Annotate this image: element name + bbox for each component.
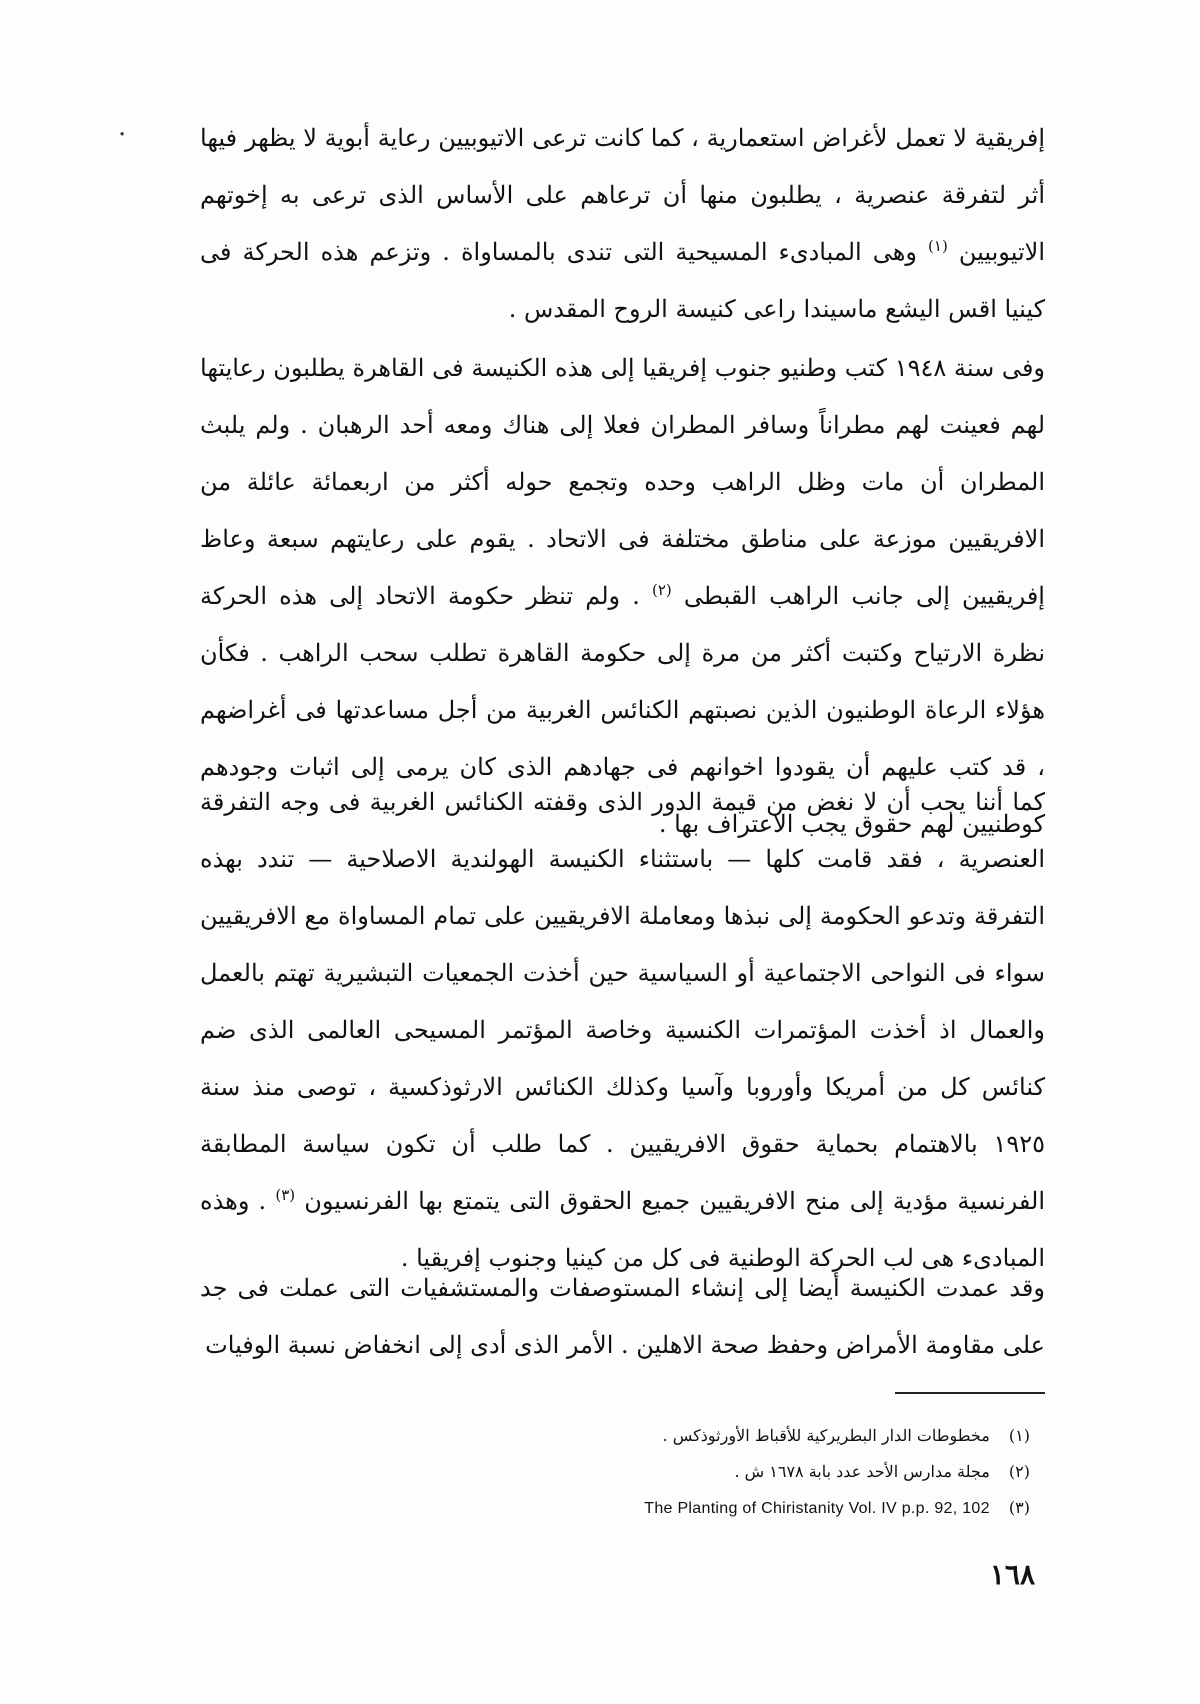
footnote-2 — [450, 1454, 1030, 1490]
paragraph-1 — [200, 110, 1045, 338]
footnote-3-text: The Planting of Chiristanity Vol. IV p.p. 92, 102 — [644, 1500, 990, 1517]
paragraph-2-text-end: . ولم تنظر حكومة الاتحاد إلى هذه الحركة نظرة الارتياح وكتبت أكثر من مرة إلى حكومة القاهرة تطلب سحب الراهب . فكأن هؤلاء الرعاة الوطنيون الذين نصبتهم الكنائس الغربية من أجل مساعدتها فى أغراضهم ، قد كتب عليهم أن يقودوا اخوانهم فى جهادهم الذى كان يرمى إلى اثبات وجودهم كوطنيين لهم حقوق يجب الاعتراف بها . — [200, 582, 1045, 838]
paragraph-3 — [200, 774, 1045, 1287]
footnote-ref-1: (١) — [928, 237, 948, 255]
footnote-ref-2: (٢) — [652, 581, 672, 599]
footnote-ref-3: (٣) — [275, 1186, 296, 1204]
paragraph-4-text: وقد عمدت الكنيسة أيضا إلى إنشاء المستوصفات والمستشفيات التى عملت فى جد على مقاومة الأمراض وحفظ صحة الاهلين . الأمر الذى أدى إلى انخفاض نسبة الوفيات — [200, 1274, 1045, 1359]
page-number: ١٦٨ — [989, 1558, 1035, 1591]
paragraph-1-text-end: وهى المبادىء المسيحية التى تندى بالمساواة . وتزعم هذه الحركة فى كينيا اقس اليشع ماسيندا راعى كنيسة الروح المقدس . — [200, 238, 1045, 323]
footnote-3-number: (٣) — [1008, 1498, 1030, 1517]
paragraph-1-text-start: إفريقية لا تعمل لأغراض استعمارية ، كما كانت ترعى الاتيوبيين رعاية أبوية لا يظهر فيها أثر لتفرقة عنصرية ، يطلبون منها أن ترعاهم على الأساس الذى ترعى به إخوتهم الاتيوبيين — [200, 124, 1045, 266]
footnote-1-number: (١) — [1008, 1426, 1030, 1445]
footnote-2-number: (٢) — [1008, 1462, 1030, 1481]
footnote-divider — [895, 1392, 1045, 1394]
footnote-1-text: مخطوطات الدار البطريركية للأقباط الأورثوذكس . — [662, 1426, 990, 1445]
footnote-2-text: مجلة مدارس الأحد عدد بابة ١٦٧٨ ش . — [734, 1462, 990, 1481]
paragraph-2-text-start: وفى سنة ١٩٤٨ كتب وطنيو جنوب إفريقيا إلى هذه الكنيسة فى القاهرة يطلبون رعايتها لهم فعينت لهم مطراناً وسافر المطران فعلا إلى هناك ومعه أحد الرهبان . ولم يلبث المطران أن مات وظل الراهب وحده وتجمع حوله أكثر من اربعمائة عائلة من الافريقيين موزعة على مناطق مختلفة فى الاتحاد . يقوم على رعايتهم سبعة وعاظ إفريقيين إلى جانب الراهب القبطى — [200, 354, 1046, 610]
stray-mark: · — [118, 120, 127, 150]
footnotes — [450, 1418, 1030, 1527]
paragraph-3-text-start: كما أننا يجب أن لا نغض من قيمة الدور الذى وقفته الكنائس الغربية فى وجه التفرقة العنصرية ، فقد قامت كلها — باستثناء الكنيسة الهولندية الاصلاحية — تندد بهذه التفرقة وتدعو الحكومة إلى نبذها ومعاملة الافريقيين على تمام المساواة مع الافريقيين سواء فى النواحى الاجتماعية أو السياسية حين أخذت الجمعيات التبشيرية تهتم بالعمل والعمال اذ أخذت المؤتمرات الكنسية وخاصة المؤتمر المسيحى العالمى الذى ضم كنائس كل من أمريكا وأوروبا وآسيا وكذلك الكنائس الارثوذكسية ، توصى منذ سنة ١٩٢٥ بالاهتمام بحماية حقوق الافريقيين . كما طلب أن تكون سياسة المطابقة الفرنسية مؤدية إلى منح الافريقيين جميع الحقوق التى يتمتع بها الفرنسيون — [200, 788, 1045, 1215]
paragraph-4 — [200, 1260, 1045, 1374]
paragraph-3-text-end: . وهذه المبادىء هى لب الحركة الوطنية فى كل من كينيا وجنوب إفريقيا . — [200, 1187, 1045, 1272]
footnote-1 — [450, 1418, 1030, 1454]
footnote-3 — [450, 1490, 1030, 1527]
